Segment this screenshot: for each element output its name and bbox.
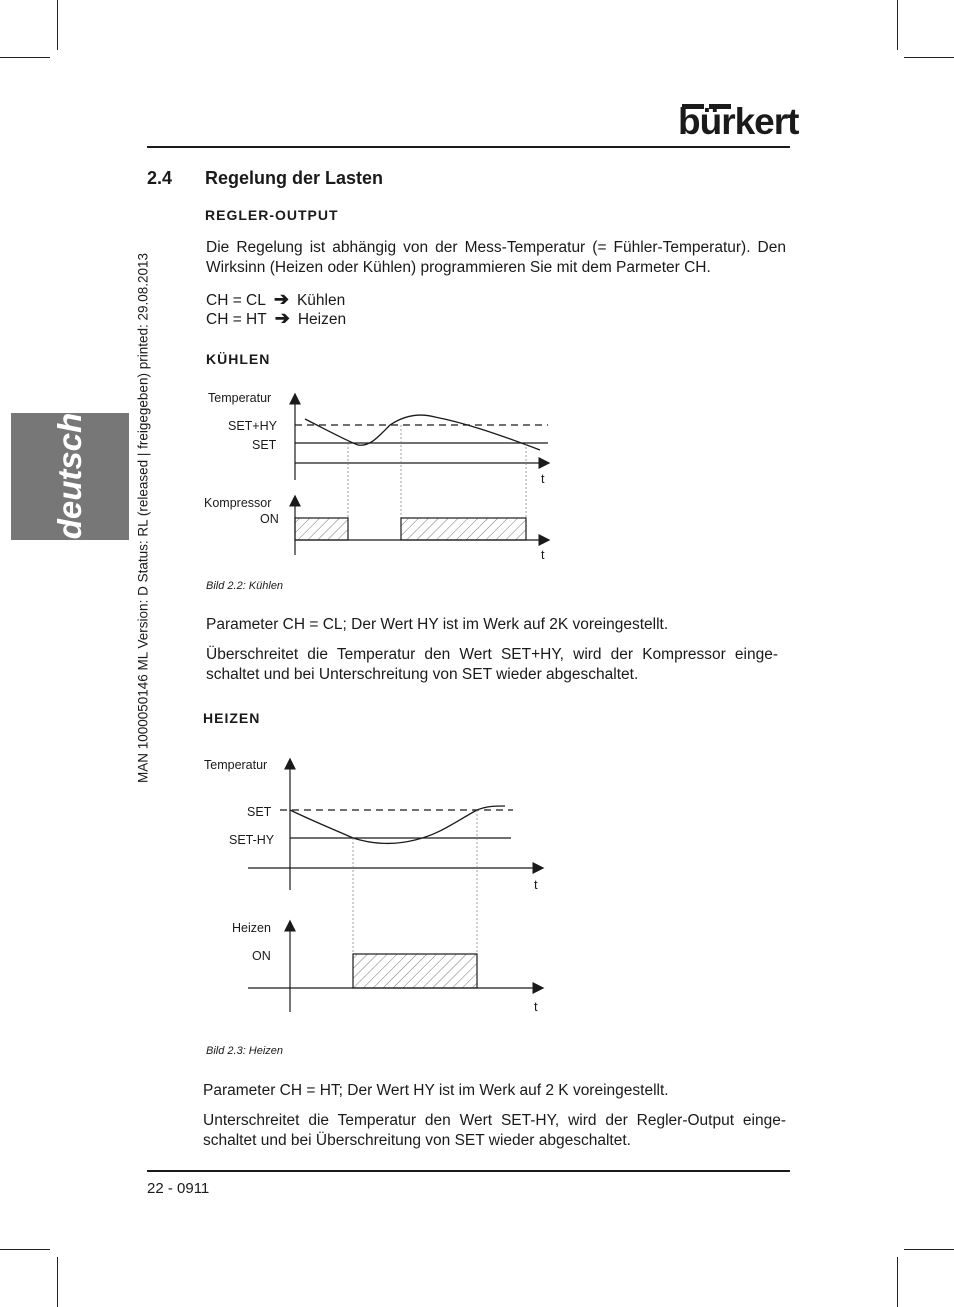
heizen-description: Unterschreitet die Temperatur den Wert SET-HY, wird der Regler-Output einge- schaltet und bei Überschreitung von SET wieder abgeschaltet. xyxy=(203,1112,786,1149)
footer-rule xyxy=(147,1170,790,1172)
heizen-param-text: Parameter CH = HT; Der Wert HY ist im Werk auf 2 K voreingestellt. xyxy=(203,1082,669,1099)
mode-code: CH = CL xyxy=(206,292,266,309)
figure-caption: Bild 2.3: Heizen xyxy=(206,1045,284,1057)
output-axis-label: Heizen xyxy=(232,921,271,935)
crop-mark xyxy=(904,57,954,58)
document-meta: MAN 1000050146 ML Version: D Status: RL (released | freigegeben) printed: 29.08.2013 xyxy=(135,252,151,784)
lower-threshold-label: SET xyxy=(252,438,277,452)
on-interval xyxy=(295,518,348,540)
mode-code: CH = HT xyxy=(206,311,267,328)
temperature-curve xyxy=(305,415,540,450)
crop-mark xyxy=(57,1257,58,1307)
output-axis-label: Kompressor xyxy=(204,496,272,510)
crop-mark xyxy=(897,1257,898,1307)
output-time-label: t xyxy=(534,999,538,1014)
kuehlen-param-text: Parameter CH = CL; Der Wert HY ist im Werk auf 2K voreingestellt. xyxy=(206,616,669,633)
section-title: Regelung der Lasten xyxy=(205,168,384,188)
brand-logo: bürkert xyxy=(678,101,799,142)
on-level-label: ON xyxy=(260,512,279,526)
time-axis-label: t xyxy=(541,472,545,486)
output-time-label: t xyxy=(541,548,545,562)
crop-mark xyxy=(57,0,58,50)
arrow-right-icon: ➔ xyxy=(273,289,289,309)
kuehlen-description: Überschreitet die Temperatur den Wert SET+HY, wird der Kompressor einge- schaltet und bei Unterschreitung von SET wieder abgeschaltet. xyxy=(206,646,778,683)
arrow-right-icon: ➔ xyxy=(274,308,290,328)
mode-line-cl xyxy=(206,290,345,310)
crop-mark xyxy=(897,0,898,50)
on-interval xyxy=(353,954,477,988)
time-axis-label: t xyxy=(534,877,538,892)
crop-mark xyxy=(0,57,50,58)
on-interval xyxy=(401,518,526,540)
mode-line-ht xyxy=(206,309,346,329)
on-level-label: ON xyxy=(252,949,271,963)
temp-axis-label: Temperatur xyxy=(208,391,272,405)
cooling-diagram xyxy=(195,385,565,565)
upper-threshold-label: SET+HY xyxy=(228,419,277,433)
page-number: 22 - 0911 xyxy=(147,1180,210,1197)
figure-caption: Bild 2.2: Kühlen xyxy=(206,580,284,592)
subheading-regler-output: REGLER-OUTPUT xyxy=(205,207,339,223)
mode-name: Heizen xyxy=(297,311,347,328)
crop-mark xyxy=(904,1249,954,1250)
header-rule xyxy=(147,146,790,148)
crop-mark xyxy=(0,1249,50,1250)
temp-axis-label: Temperatur xyxy=(204,758,268,772)
regler-output-text: Die Regelung ist abhängig von der Mess-Temperatur (= Fühler-Temperatur). Den Wirksinn (Heizen oder Kühlen) programmieren Sie mit dem Parmeter CH. xyxy=(206,239,786,276)
heating-diagram xyxy=(195,750,565,1020)
language-tab-label: deutsch xyxy=(51,412,88,540)
lower-threshold-label: SET-HY xyxy=(229,833,275,847)
mode-name: Kühlen xyxy=(296,292,346,309)
subheading-kuehlen: KÜHLEN xyxy=(206,351,271,367)
upper-threshold-label: SET xyxy=(247,805,272,819)
section-number: 2.4 xyxy=(147,168,173,188)
subheading-heizen: HEIZEN xyxy=(203,710,261,726)
